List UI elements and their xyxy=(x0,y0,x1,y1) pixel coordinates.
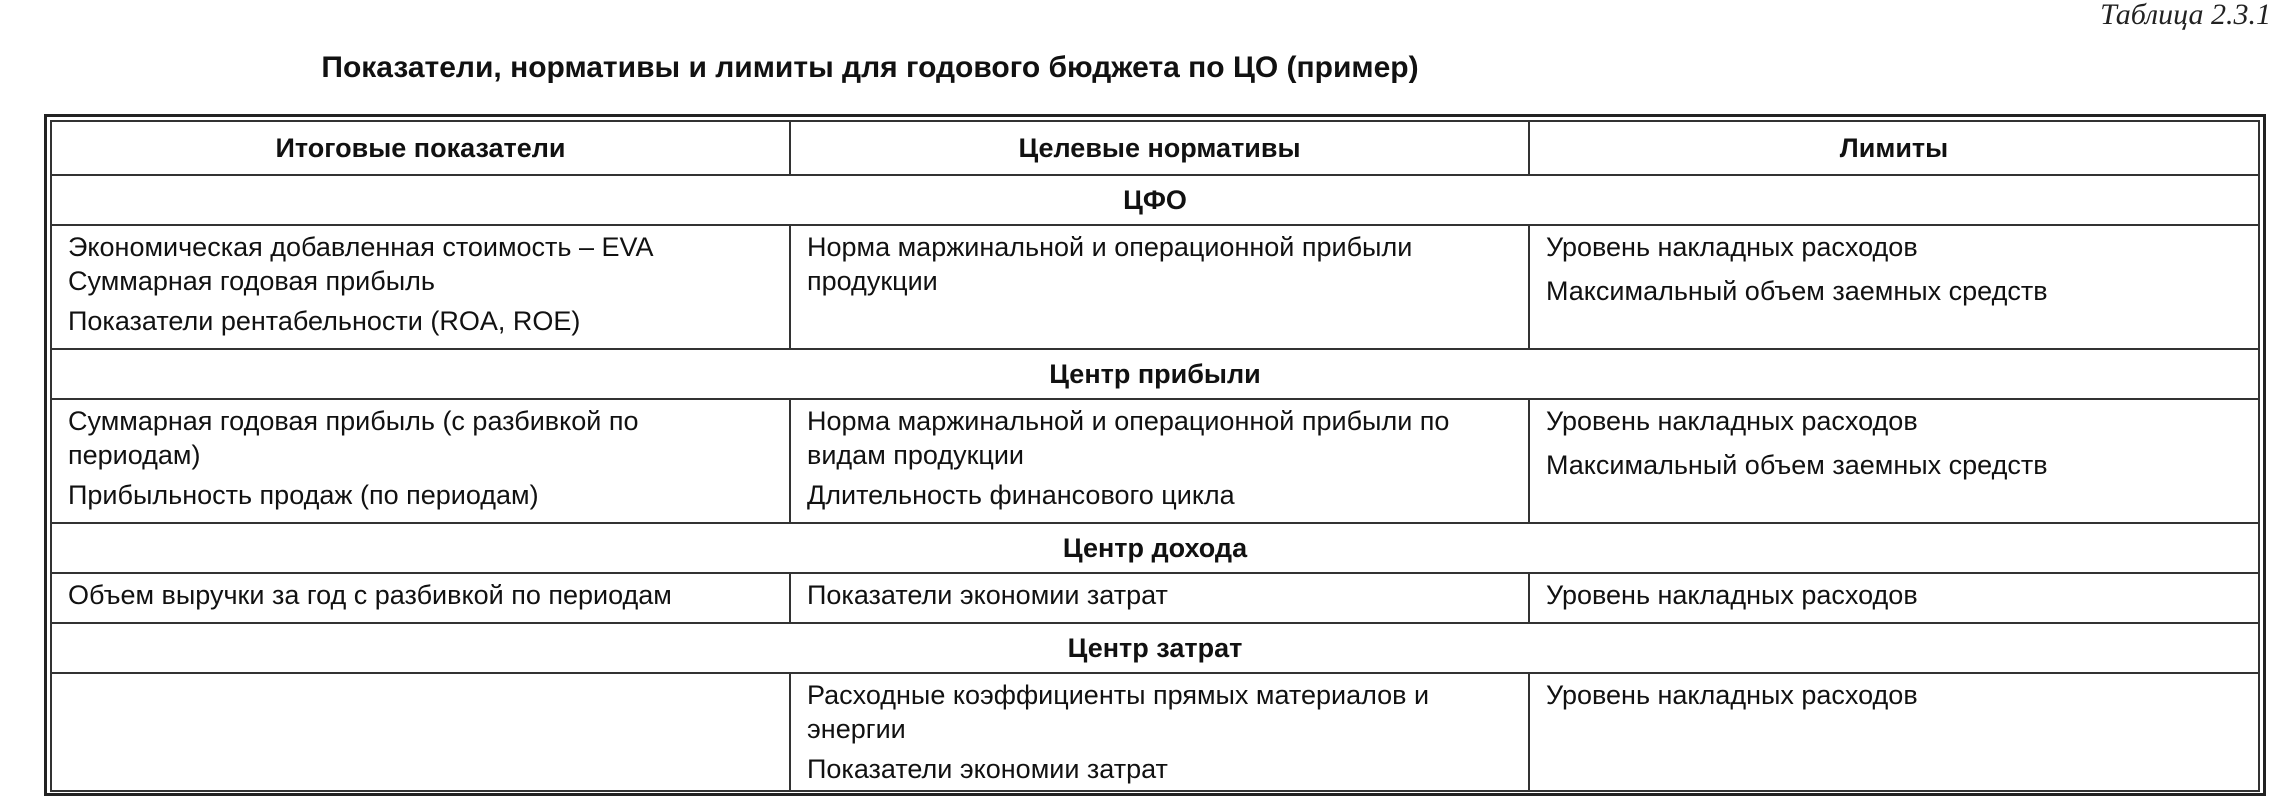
header-limits: Лимиты xyxy=(1529,121,2259,175)
section-title: Центр прибыли xyxy=(51,349,2259,399)
limits-cell xyxy=(1529,673,2259,791)
results-cell xyxy=(51,573,790,623)
targets-item: Показатели экономии затрат xyxy=(807,754,1168,784)
limits-cell xyxy=(1529,225,2259,349)
table-title: Показатели, нормативы и лимиты для годового бюджета по ЦО (пример) xyxy=(321,51,1419,84)
results-item: Прибыльность продаж (по периодам) xyxy=(68,480,539,510)
limits-item: Уровень накладных расходов xyxy=(1546,232,1918,262)
results-item: Экономическая добавленная стоимость – EVA xyxy=(68,232,654,262)
results-item: Объем выручки за год с разбивкой по периодам xyxy=(68,580,672,610)
section-row-cost xyxy=(51,623,2259,673)
results-item: Суммарная годовая прибыль xyxy=(68,266,435,296)
targets-cell xyxy=(790,573,1529,623)
targets-item: Норма маржинальной и операционной прибыли продукции xyxy=(807,232,1413,296)
targets-item: Показатели экономии затрат xyxy=(807,580,1168,610)
section-row-profit xyxy=(51,349,2259,399)
section-title: Центр дохода xyxy=(51,523,2259,573)
targets-cell xyxy=(790,225,1529,349)
results-cell xyxy=(51,673,790,791)
header-targets: Целевые нормативы xyxy=(790,121,1529,175)
limits-item: Уровень накладных расходов xyxy=(1546,680,1918,710)
results-cell xyxy=(51,399,790,523)
table-frame xyxy=(44,114,2266,796)
limits-cell xyxy=(1529,399,2259,523)
targets-cell xyxy=(790,399,1529,523)
limits-cell xyxy=(1529,573,2259,623)
limits-item: Максимальный объем заемных средств xyxy=(1546,276,2048,306)
targets-item: Длительность финансового цикла xyxy=(807,480,1235,510)
table-number: Таблица 2.3.1 xyxy=(2100,0,2271,31)
section-title: ЦФО xyxy=(51,175,2259,225)
results-item: Показатели рентабельности (ROA, ROE) xyxy=(68,306,581,336)
table-row xyxy=(51,673,2259,791)
results-item: Суммарная годовая прибыль (с разбивкой по периодам) xyxy=(68,406,639,470)
budget-table xyxy=(50,120,2260,792)
limits-item: Уровень накладных расходов xyxy=(1546,406,1918,436)
targets-cell xyxy=(790,673,1529,791)
section-row-revenue xyxy=(51,523,2259,573)
header-row xyxy=(51,121,2259,175)
limits-item: Уровень накладных расходов xyxy=(1546,580,1918,610)
table-row xyxy=(51,225,2259,349)
section-row-cfo xyxy=(51,175,2259,225)
table-row xyxy=(51,399,2259,523)
targets-item: Расходные коэффициенты прямых материалов и энергии xyxy=(807,680,1430,744)
table-row xyxy=(51,573,2259,623)
header-results: Итоговые показатели xyxy=(51,121,790,175)
section-title: Центр затрат xyxy=(51,623,2259,673)
results-cell xyxy=(51,225,790,349)
limits-item: Максимальный объем заемных средств xyxy=(1546,450,2048,480)
targets-item: Норма маржинальной и операционной прибыли по видам продукции xyxy=(807,406,1450,470)
